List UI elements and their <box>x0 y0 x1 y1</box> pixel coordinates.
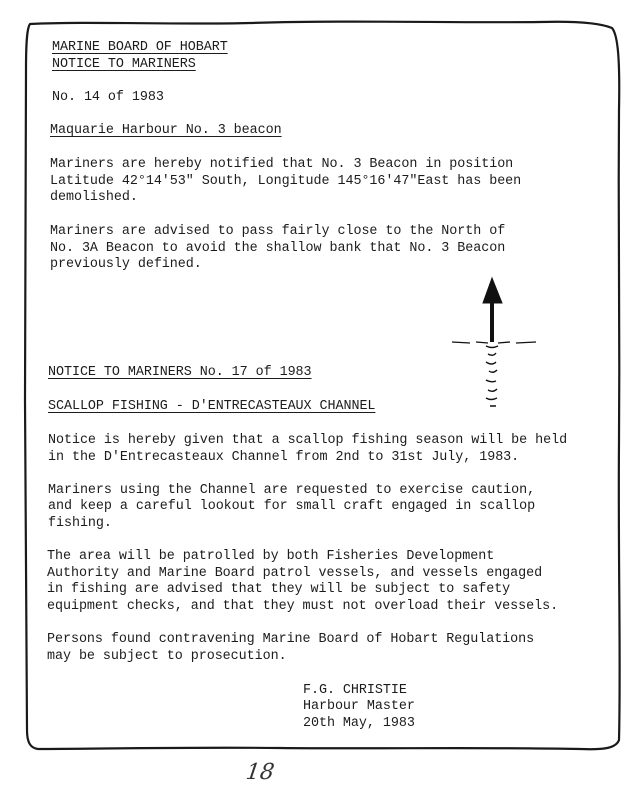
organization-heading: MARINE BOARD OF HOBART <box>52 40 228 55</box>
notice-14-paragraph-2-line-2: No. 3A Beacon to avoid the shallow bank that No. 3 Beacon <box>50 241 506 256</box>
notice-17-paragraph-3-line-4: equipment checks, and that they must not overload their vessels. <box>47 599 559 614</box>
signatory-title: Harbour Master <box>303 699 415 714</box>
handwritten-page-number: 18 <box>244 760 276 785</box>
signatory-name: F.G. CHRISTIE <box>303 683 407 698</box>
notice-14-number: No. 14 of 1983 <box>52 90 164 105</box>
beacon-arrow-head <box>483 278 502 303</box>
notice-17-paragraph-2-line-2: and keep a careful lookout for small craft engaged in scallop <box>48 499 536 514</box>
notice-17-paragraph-3-line-2: Authority and Marine Board patrol vessels, and vessels engaged <box>47 566 543 581</box>
notice-17-paragraph-3-line-3: in fishing are advised that they will be subject to safety <box>47 582 511 597</box>
notice-title: NOTICE TO MARINERS <box>52 57 196 72</box>
notice-14-paragraph-1-line-3: demolished. <box>50 190 138 205</box>
notice-17-paragraph-2-line-3: fishing. <box>48 516 112 531</box>
notice-17-paragraph-1-line-2: in the D'Entrecasteaux Channel from 2nd to 31st July, 1983. <box>48 450 520 465</box>
signature-date: 20th May, 1983 <box>303 716 415 731</box>
notice-14-paragraph-1-line-2: Latitude 42°14'53" South, Longitude 145°16'47"East has been <box>50 174 522 189</box>
notice-17-heading: NOTICE TO MARINERS No. 17 of 1983 <box>48 365 312 380</box>
notice-17-paragraph-1-line-1: Notice is hereby given that a scallop fishing season will be held <box>48 433 568 448</box>
notice-17-paragraph-3-line-1: The area will be patrolled by both Fisheries Development <box>47 549 495 564</box>
notice-17-paragraph-2-line-1: Mariners using the Channel are requested to exercise caution, <box>48 483 536 498</box>
notice-14-paragraph-1-line-1: Mariners are hereby notified that No. 3 Beacon in position <box>50 157 514 172</box>
notice-14-paragraph-2-line-3: previously defined. <box>50 257 202 272</box>
notice-17-subject: SCALLOP FISHING - D'ENTRECASTEAUX CHANNEL <box>48 399 376 414</box>
beacon-reflection <box>486 346 498 406</box>
notice-14-subject: Maquarie Harbour No. 3 beacon <box>50 123 282 138</box>
water-line <box>452 342 536 343</box>
notice-17-paragraph-4-line-2: may be subject to prosecution. <box>47 649 287 664</box>
beacon-sketch <box>448 272 548 422</box>
notice-14-paragraph-2-line-1: Mariners are advised to pass fairly close to the North of <box>50 224 506 239</box>
notice-17-paragraph-4-line-1: Persons found contravening Marine Board of Hobart Regulations <box>47 632 535 647</box>
